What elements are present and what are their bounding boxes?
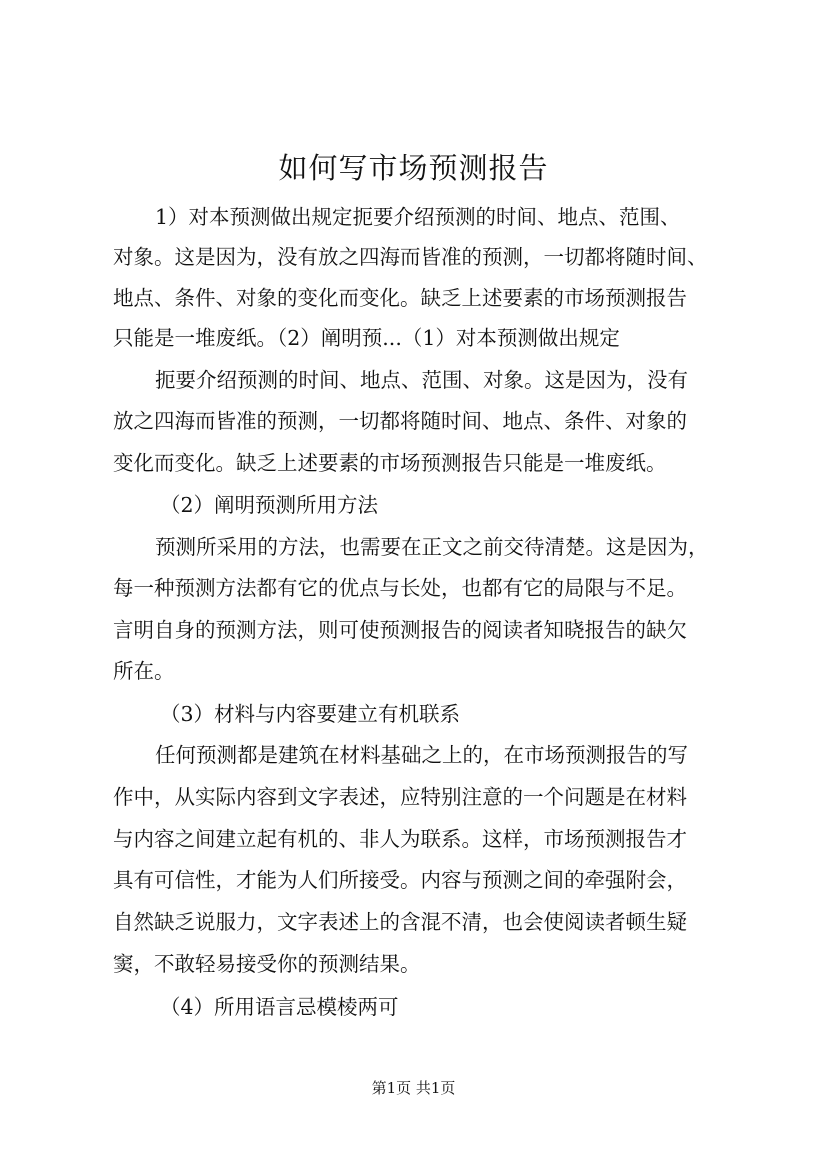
text-line: 只能是一堆废纸。（2）阐明预...（1）对本预测做出规定 [113, 326, 620, 350]
text-line: 具有可信性，才能为人们所接受。内容与预测之间的牵强附会， [113, 868, 687, 892]
section-heading: （4）所用语言忌模棱两可 [160, 995, 399, 1019]
text-line: 作中，从实际内容到文字表述，应特别注意的一个问题是在材料 [113, 785, 687, 809]
text-line: 放之四海而皆准的预测，一切都将随时间、地点、条件、对象的 [113, 409, 687, 433]
text-line: 地点、条件、对象的变化而变化。缺乏上述要素的市场预测报告 [113, 286, 687, 310]
text-line: 对象。这是因为，没有放之四海而皆准的预测，一切都将随时间、 [113, 245, 708, 269]
text-line: 自然缺乏说服力，文字表述上的含混不清，也会使阅读者顿生疑 [113, 910, 687, 934]
section-heading: （3）材料与内容要建立有机联系 [160, 702, 461, 726]
text-line: 变化而变化。缺乏上述要素的市场预测报告只能是一堆废纸。 [113, 451, 667, 475]
text-line: 预测所采用的方法，也需要在正文之前交待清楚。这是因为， [155, 535, 709, 559]
text-line: 任何预测都是建筑在材料基础之上的，在市场预测报告的写 [155, 743, 688, 767]
text-line: 1）对本预测做出规定扼要介绍预测的时间、地点、范围、 [155, 205, 681, 229]
page-footer: 第1页 共1页 [371, 1079, 456, 1097]
text-line: 与内容之间建立起有机的、非人为联系。这样，市场预测报告才 [113, 827, 687, 851]
text-line: 所在。 [113, 659, 175, 683]
text-line: 每一种预测方法都有它的优点与长处，也都有它的局限与不足。 [113, 576, 687, 600]
text-line: 窦，不敢轻易接受你的预测结果。 [113, 952, 421, 976]
text-line: 扼要介绍预测的时间、地点、范围、对象。这是因为，没有 [155, 368, 688, 392]
text-line: 言明自身的预测方法，则可使预测报告的阅读者知晓报告的缺欠 [113, 618, 687, 642]
section-heading: （2）阐明预测所用方法 [160, 493, 379, 517]
page-title: 如何写市场预测报告 [278, 151, 549, 185]
